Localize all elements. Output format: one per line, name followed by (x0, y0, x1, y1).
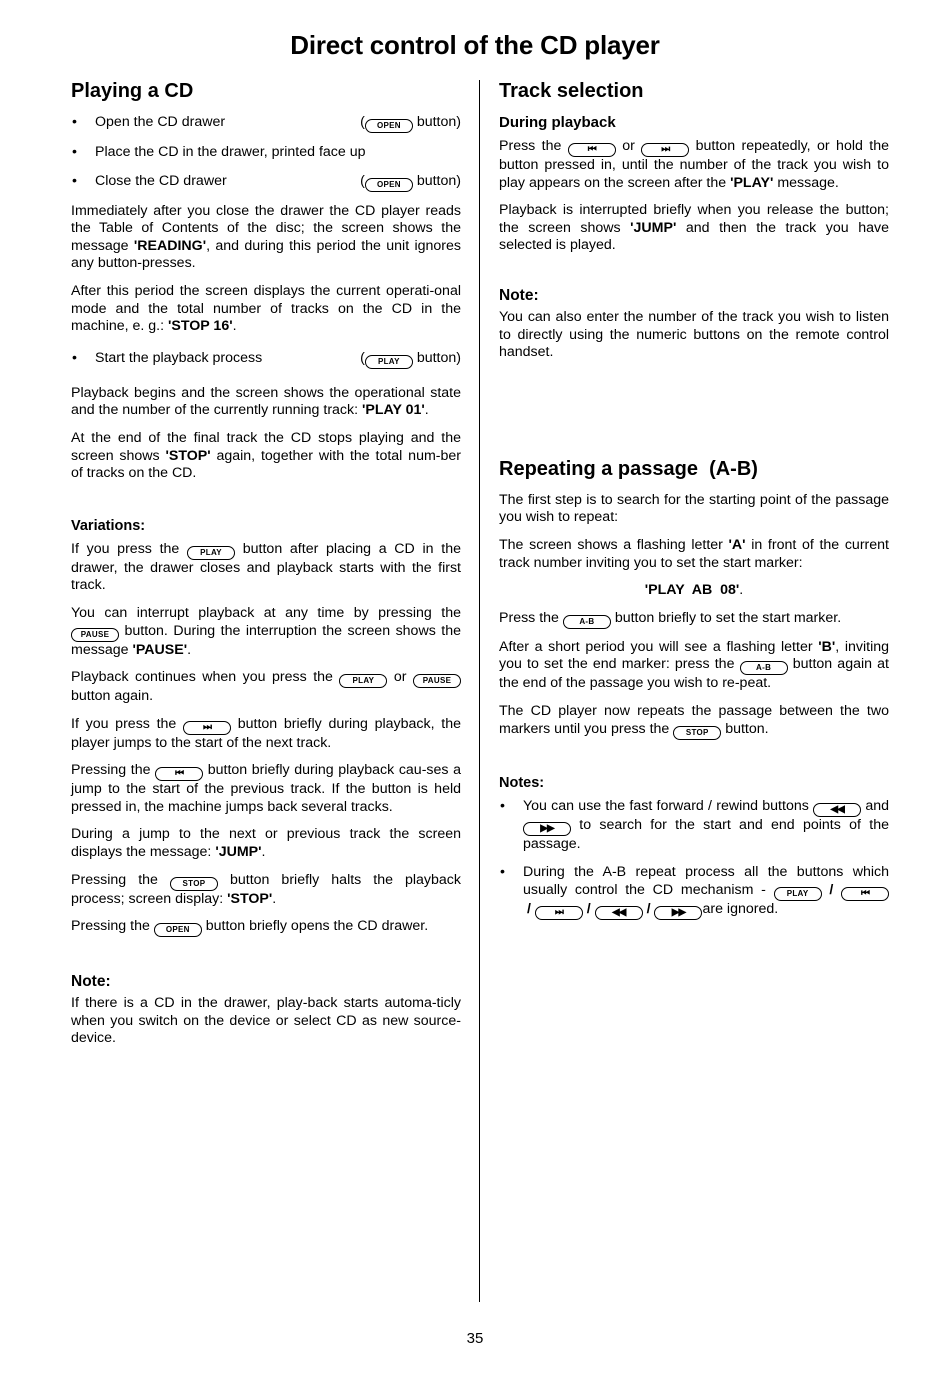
open-button[interactable]: OPEN (365, 119, 413, 133)
start-list (71, 350, 461, 369)
repeat-start-marker: Press the A-B button briefly to set the start marker. (499, 610, 889, 629)
next-track-icon[interactable]: ⏭ (641, 143, 689, 157)
right-column (499, 78, 889, 931)
previous-track-icon[interactable]: ⏮ (155, 767, 203, 781)
variation-previous: Pressing the ⏮ button briefly during playback cau-ses a jump to the start of the previous track. If the button is held pressed in, the machine jumps back several tracks. (71, 762, 461, 815)
variations-heading: Variations: (71, 517, 146, 534)
stop-button[interactable]: STOP (673, 726, 721, 740)
play-button[interactable]: PLAY (187, 546, 235, 560)
pause-button[interactable]: PAUSE (71, 628, 119, 642)
list-item: • During the A-B repeat process all the buttons which usually control the CD mechanism - PLAY / ⏮ / ⏭ / ◀◀ / ▶▶ are ignored. (499, 864, 889, 920)
list-item: • Place the CD in the drawer, printed face up (71, 144, 461, 162)
track-selection-heading: Track selection (499, 80, 644, 102)
ab-button[interactable]: A-B (740, 661, 788, 675)
stop-button[interactable]: STOP (170, 877, 218, 891)
variation-continue: Playback continues when you press the PLAY or PAUSE button again. (71, 669, 461, 706)
ab-button[interactable]: A-B (563, 615, 611, 629)
previous-track-icon[interactable]: ⏮ (568, 143, 616, 157)
fast-forward-icon[interactable]: ▶▶ (523, 822, 571, 836)
rewind-icon[interactable]: ◀◀ (813, 803, 861, 817)
variation-open: Pressing the OPEN button briefly opens the CD drawer. (71, 918, 461, 937)
next-track-icon[interactable]: ⏭ (535, 906, 583, 920)
stop-paragraph: After this period the screen displays the current operati-onal mode and the total number of tracks on the CD in the machine, e. g.: 'STOP 16'. (71, 282, 461, 335)
next-track-icon[interactable]: ⏭ (183, 721, 231, 735)
during-playback-heading: During playback (499, 114, 616, 131)
fast-forward-icon[interactable]: ▶▶ (654, 906, 702, 920)
rewind-icon[interactable]: ◀◀ (595, 906, 643, 920)
variation-next: If you press the ⏭ button briefly during playback, the player jumps to the start of the next track. (71, 715, 461, 751)
variation-play: If you press the PLAY button after placing a CD in the drawer, the drawer closes and playback starts with the first track. (71, 540, 461, 594)
play-button[interactable]: PLAY (365, 355, 413, 369)
list-item: • Start the playback process ( PLAY button) (71, 350, 461, 369)
left-column (71, 78, 461, 1058)
playback-paragraph: Playback begins and the screen shows the operational state and the number of the currently running track: 'PLAY 01'. (71, 384, 461, 419)
repeat-end-marker: After a short period you will see a flashing letter 'B', inviting you to set the end marker: press the A-B button again at the end of the passage you wish to re-peat. (499, 638, 889, 692)
track-note-text: You can also enter the number of the track you wish to listen to directly using the numeric buttons on the remote control handset. (499, 308, 889, 361)
setup-steps-list (71, 114, 461, 192)
repeat-passage-heading: Repeating a passage (A-B) (499, 457, 758, 480)
playing-cd-heading: Playing a CD (71, 80, 194, 102)
reading-paragraph: Immediately after you close the drawer the CD player reads the Table of Contents of the disc; the screen shows the message 'READING', and during this period the unit ignores any button-presses. (71, 202, 461, 272)
pause-button[interactable]: PAUSE (413, 674, 461, 688)
track-note-heading: Note: (499, 286, 539, 304)
open-button[interactable]: OPEN (154, 923, 202, 937)
open-button[interactable]: OPEN (365, 178, 413, 192)
previous-track-icon[interactable]: ⏮ (841, 887, 889, 901)
variation-pause: You can interrupt playback at any time by pressing the PAUSE button. During the interruption the screen shows the message 'PAUSE'. (71, 604, 461, 658)
notes-heading: Notes: (499, 774, 545, 791)
repeat-flashing-a: The screen shows a flashing letter 'A' in front of the current track number inviting you to set the start marker: (499, 536, 889, 571)
column-divider (479, 80, 480, 1302)
variation-jump: During a jump to the next or previous track the screen displays the message: 'JUMP'. (71, 826, 461, 861)
page-title: Direct control of the CD player (290, 30, 660, 60)
notes-list (499, 798, 889, 920)
page-number: 35 (466, 1330, 484, 1347)
track-select-paragraph: Press the ⏮ or ⏭ button repeatedly, or hold the button pressed in, until the number of the track you wish to play appears on the screen after the 'PLAY' message. (499, 138, 890, 191)
play-button[interactable]: PLAY (339, 674, 387, 688)
note-heading: Note: (71, 973, 111, 991)
variation-stop: Pressing the STOP button briefly halts the playback process; screen display: 'STOP'. (71, 871, 461, 907)
list-item: • You can use the fast forward / rewind buttons ◀◀ and ▶▶ to search for the start and end points of the passage. (499, 798, 889, 854)
list-item: • Close the CD drawer ( OPEN button) (71, 173, 461, 192)
repeat-loop: The CD player now repeats the passage between the two markers until you press the STOP button. (499, 703, 889, 740)
play-ab-display: 'PLAY AB 08'. (644, 582, 744, 599)
jump-paragraph: Playback is interrupted briefly when you release the button; the screen shows 'JUMP' and then the track you have selected is played. (499, 202, 889, 254)
final-track-paragraph: At the end of the final track the CD stops playing and the screen shows 'STOP' again, together with the total num-ber of tracks on the CD. (71, 429, 462, 482)
list-item: • Open the CD drawer ( OPEN button) (71, 114, 461, 133)
repeat-first-step: The first step is to search for the starting point of the passage you wish to repeat: (499, 491, 889, 526)
play-button[interactable]: PLAY (774, 887, 822, 901)
note-text: If there is a CD in the drawer, play-back starts automa-ticly when you switch on the device or select CD as new source-device. (71, 995, 461, 1047)
